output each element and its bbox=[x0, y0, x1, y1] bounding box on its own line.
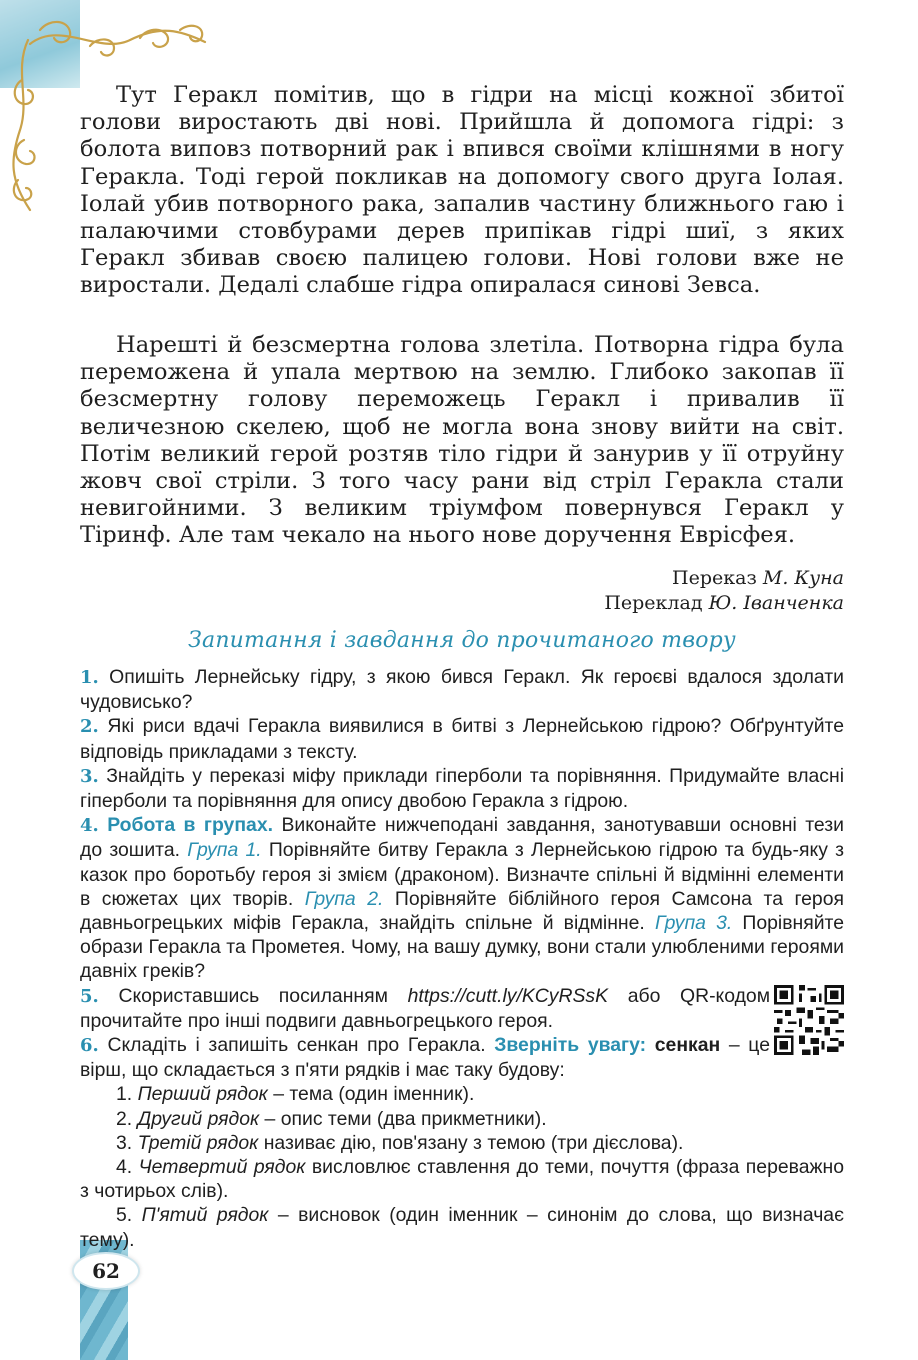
task-number: 4. bbox=[80, 815, 99, 837]
task-5 bbox=[80, 984, 770, 1033]
group-work-label: Робота в групах. bbox=[107, 814, 274, 837]
attention-label: Зверніть увагу: bbox=[494, 1034, 647, 1057]
qr-code-icon[interactable] bbox=[774, 985, 844, 1055]
task-text: Опишіть Лернейську гідру, з якою бився Геракл. Як героєві вдалося здолати чудовисько? bbox=[80, 666, 844, 714]
line-number: 4. bbox=[116, 1156, 133, 1179]
line-text: – висновок (один іменник – синонім до слова, що визначає тему). bbox=[80, 1204, 844, 1251]
term-sinkan: сенкан bbox=[654, 1034, 721, 1057]
tasks-list bbox=[80, 665, 844, 1252]
translation-author: Ю. Іванченка bbox=[708, 592, 844, 614]
task-4 bbox=[80, 813, 844, 983]
task-text: Які риси вдачі Геракла виявилися в битві з Лернейською гідрою? Обґрунтуйте відповідь прикладами з тексту. bbox=[80, 715, 845, 763]
line-text: – опис теми (два прикметники). bbox=[264, 1107, 547, 1130]
page-number: 62 bbox=[72, 1252, 140, 1290]
sinkan-line-4 bbox=[80, 1155, 844, 1203]
line-label: Другий рядок bbox=[137, 1107, 260, 1130]
task-text: Скориставшись посиланням bbox=[118, 984, 388, 1007]
task-3 bbox=[80, 764, 844, 813]
task-text: Складіть і запишіть сенкан про Геракла. bbox=[107, 1034, 486, 1057]
line-number: 2. bbox=[116, 1107, 133, 1130]
retelling-credit bbox=[444, 566, 844, 591]
retelling-author: М. Куна bbox=[762, 567, 844, 589]
task-number: 1. bbox=[80, 667, 99, 688]
myth-link[interactable]: https://cutt.ly/KCyRSsK bbox=[407, 984, 609, 1007]
sinkan-line-1 bbox=[80, 1082, 844, 1106]
translation-label: Переклад bbox=[604, 592, 703, 614]
task-text: Порівняйте битву Геракла з Лернейською гідрою та будь-яку з казок про боротьбу героя зі змієм (драконом). Визначте спільні й відмінні елементи в сюжетах цих творів. bbox=[80, 839, 845, 910]
prose-paragraph-2-block bbox=[80, 332, 844, 550]
task-text: Порівняйте біблійного героя Самсона та героя давньогрецьких міфів Геракла, знайдіть спільне й відмінне. bbox=[80, 887, 844, 935]
task-text: – це вірш, що складається з п'яти рядків і має таку будову: bbox=[80, 1034, 770, 1082]
task-text: Виконайте нижчеподані завдання, занотувавши основні тези до зошита. bbox=[80, 814, 844, 862]
sinkan-line-3 bbox=[80, 1131, 844, 1155]
line-label: П'ятий рядок bbox=[141, 1204, 269, 1227]
prose-paragraph-2: Нарешті й безсмертна голова злетіла. Потворна гідра була переможена й упала мертвою на землю. Глибоко закопав її безсмертну голову переможець Геракл і привалив її величезною скелею, щоб не могла вона знову вийти на світ. Потім великий герой розтяв тіло гідри й занурив у її отруйну жовч свої стріли. З того часу рани від стріл Геракла стали невигойними. З великим тріумфом повернувся Геракл у Тіринф. Але там чекало на нього нове доручення Еврісфея. bbox=[80, 332, 844, 549]
line-number: 3. bbox=[116, 1131, 133, 1154]
task-text: Порівняйте образи Геракла та Прометея. Чому, на вашу думку, вони стали улюбленими героями давніх греків? bbox=[80, 912, 845, 983]
sinkan-line-2 bbox=[80, 1107, 844, 1131]
task-6 bbox=[80, 1033, 770, 1082]
line-text: висловлює ставлення до теми, почуття (фраза переважно з чотирьох слів). bbox=[80, 1156, 844, 1203]
line-text: називає дію, пов'язану з темою (три дієслова). bbox=[263, 1131, 684, 1154]
task-text: Знайдіть у переказі міфу приклади гіперболи та порівняння. Придумайте власні гіперболи та порівняння для опису двобою Геракла з гідрою. bbox=[80, 764, 844, 813]
line-label: Четвертий рядок bbox=[138, 1156, 306, 1179]
task-1 bbox=[80, 665, 844, 714]
task-number: 3. bbox=[80, 765, 99, 787]
task-number: 6. bbox=[80, 1035, 99, 1057]
prose-paragraph-1-block bbox=[80, 82, 844, 300]
prose-paragraph-1: Тут Геракл помітив, що в гідри на місці кожної збитої голови виростають дві нові. Прийшла й допомога гідрі: з болота виповз потворний рак і впився своїми клішнями в ногу Геракла. Тоді герой покликав на допомогу свого друга Іолая. Іолай убив потворного рака, запалив частину ближнього гаю і палаючими стовбурами дерев припікав гідрі шиї, з яких Геракл збивав своєю палицею голови. Нові голови вже не виростали. Дедалі слабше гідра опиралася синові Зевса. bbox=[80, 82, 844, 299]
line-label: Перший рядок bbox=[137, 1083, 268, 1106]
task-number: 2. bbox=[80, 716, 99, 738]
group-1-label: Група 1. bbox=[187, 839, 262, 862]
group-3-label: Група 3. bbox=[654, 912, 733, 935]
sinkan-line-5 bbox=[80, 1203, 844, 1251]
line-text: – тема (один іменник). bbox=[273, 1083, 475, 1106]
task-2 bbox=[80, 714, 844, 763]
retelling-label: Переказ bbox=[672, 567, 757, 589]
line-number: 1. bbox=[116, 1083, 133, 1106]
line-label: Третій рядок bbox=[137, 1131, 259, 1154]
section-title: Запитання і завдання до прочитаного твору bbox=[188, 628, 736, 653]
task-text: або QR-кодом прочитайте про інші подвиги давньогрецького героя. bbox=[80, 984, 771, 1032]
translation-credit bbox=[444, 591, 844, 616]
line-number: 5. bbox=[116, 1204, 133, 1227]
task-number: 5. bbox=[80, 985, 99, 1007]
group-2-label: Група 2. bbox=[304, 887, 384, 910]
